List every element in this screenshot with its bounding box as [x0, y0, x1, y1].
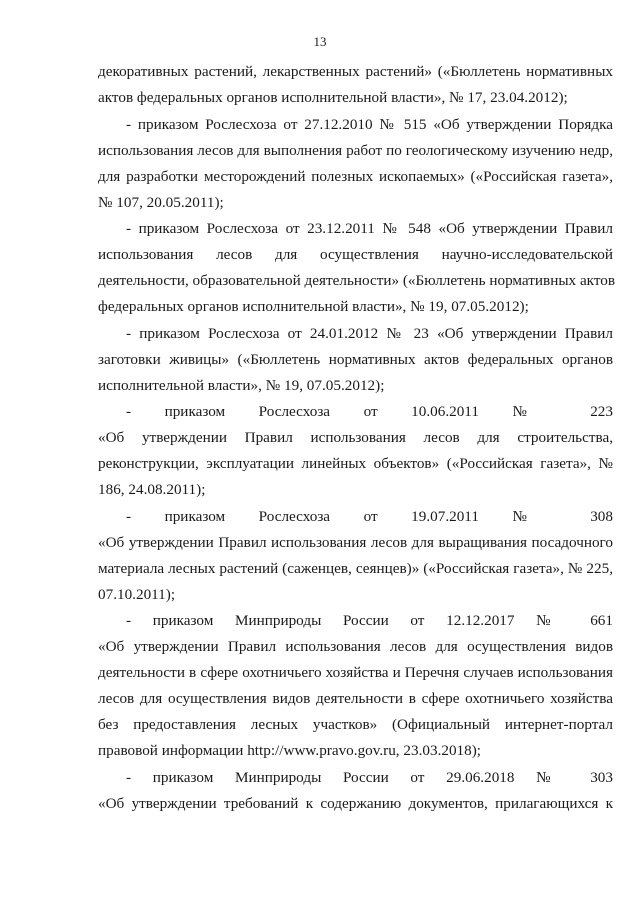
- text-line: «Об утверждении требований к содержанию документов, прилагающихся к: [98, 795, 613, 812]
- text-line: - приказом Минприроды России от 29.06.2018 № 303: [126, 769, 613, 786]
- text-line: реконструкции, эксплуатации линейных объектов» («Российская газета», №: [98, 455, 613, 472]
- text-line: «Об утверждении Правил использования лесов для строительства,: [98, 429, 613, 446]
- text-line: «Об утверждении Правил использования лесов для осуществления видов: [98, 638, 613, 655]
- text-line: - приказом Рослесхоза от 19.07.2011 № 308: [126, 508, 613, 525]
- text-line: лесов для осуществления видов деятельности в сфере охотничьего хозяйства: [98, 690, 613, 707]
- text-line: без предоставления лесных участков» (Официальный интернет-портал: [98, 716, 613, 733]
- text-line: 186, 24.08.2011);: [98, 481, 206, 498]
- text-line: использования лесов для выполнения работ по геологическому изучению недр,: [98, 142, 613, 159]
- text-line: декоративных растений, лекарственных растений» («Бюллетень нормативных: [98, 63, 613, 80]
- text-line: - приказом Рослесхоза от 23.12.2011 № 548 «Об утверждении Правил: [126, 220, 613, 237]
- text-line: материала лесных растений (саженцев, сеянцев)» («Российская газета», № 225,: [98, 560, 613, 577]
- text-line: заготовки живицы» («Бюллетень нормативных актов федеральных органов: [98, 351, 613, 368]
- text-line: 07.10.2011);: [98, 586, 176, 603]
- text-line: федеральных органов исполнительной власти», № 19, 07.05.2012);: [98, 298, 529, 315]
- text-line: деятельности, образовательной деятельности» («Бюллетень нормативных актов: [98, 272, 616, 289]
- text-line: деятельности в сфере охотничьего хозяйства и Перечня случаев использования: [98, 664, 613, 681]
- text-line: - приказом Минприроды России от 12.12.2017 № 661: [126, 612, 613, 629]
- text-line: использования лесов для осуществления научно-исследовательской: [98, 246, 613, 263]
- text-line: - приказом Рослесхоза от 10.06.2011 № 223: [126, 403, 613, 420]
- text-line: правовой информации http://www.pravo.gov.ru, 23.03.2018);: [98, 742, 482, 759]
- text-line: исполнительной власти», № 19, 07.05.2012);: [98, 377, 385, 394]
- text-line: для разработки месторождений полезных ископаемых» («Российская газета»,: [98, 168, 613, 185]
- text-line: «Об утверждении Правил использования лесов для выращивания посадочного: [98, 534, 613, 551]
- page-number: 13: [313, 34, 327, 49]
- text-line: № 107, 20.05.2011);: [98, 194, 224, 211]
- text-line: актов федеральных органов исполнительной власти», № 17, 23.04.2012);: [98, 89, 568, 106]
- text-line: - приказом Рослесхоза от 24.01.2012 № 23 «Об утверждении Правил: [126, 325, 613, 342]
- text-line: - приказом Рослесхоза от 27.12.2010 № 515 «Об утверждении Порядка: [126, 116, 613, 133]
